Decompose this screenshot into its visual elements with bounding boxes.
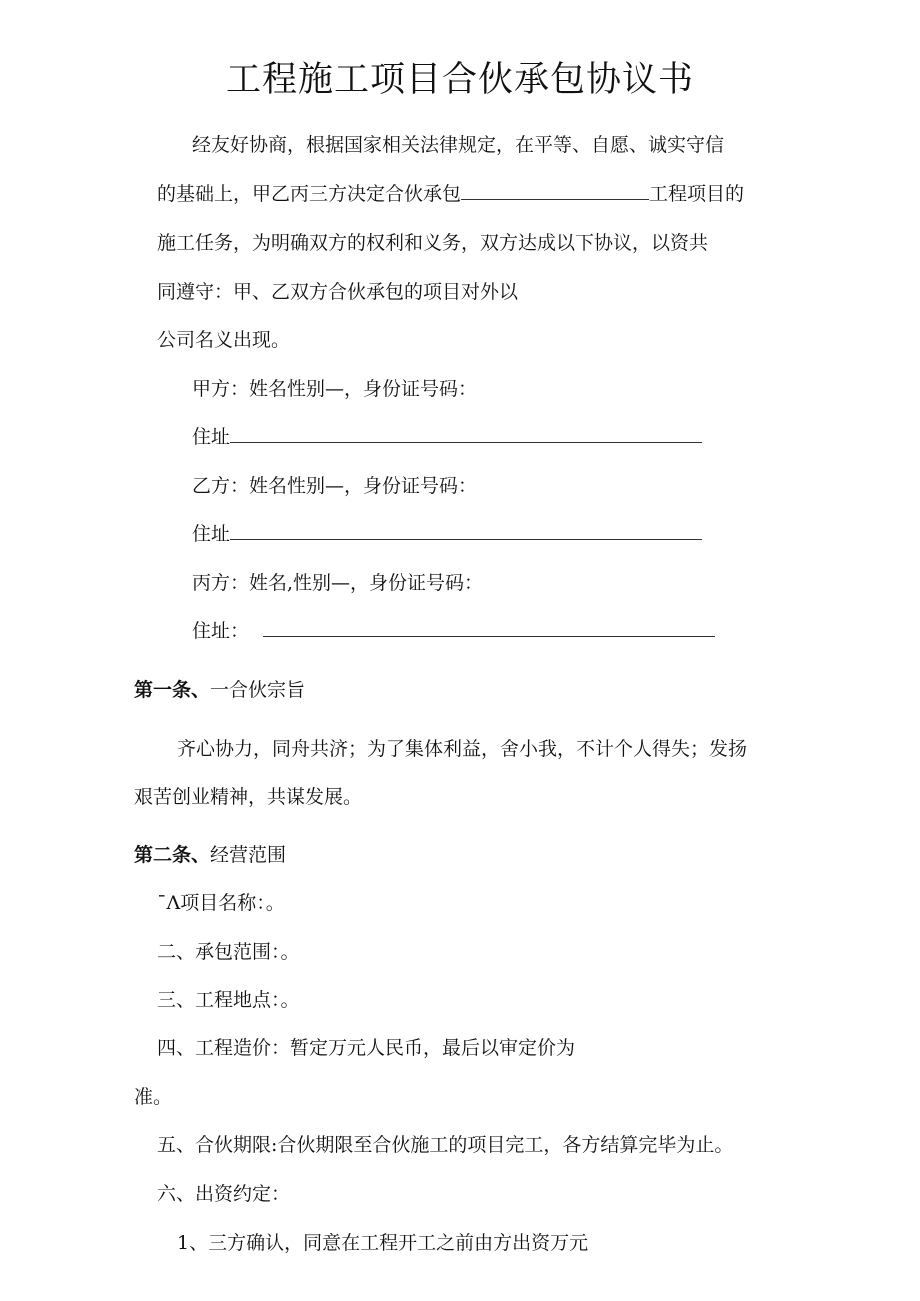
article-2-item-4: 四、工程造价：暂定万元人民币，最后以审定价为 bbox=[157, 1037, 576, 1059]
party-c-address bbox=[192, 617, 715, 645]
article-2-item-3: 三、工程地点：。 bbox=[157, 989, 300, 1011]
article-2-item-6: 六、出资约定： bbox=[157, 1183, 291, 1205]
intro-line-4: 同遵守：甲、乙双方合伙承包的项目对外以 bbox=[157, 281, 519, 303]
intro-line-2-start: 的基础上，甲乙丙三方决定合伙承包 bbox=[157, 183, 462, 205]
party-b-info: 乙方：姓名性别—，身份证号码： bbox=[192, 475, 478, 497]
article-2-number: 第二条、 bbox=[134, 844, 211, 866]
article-2-item-2: 二、承包范围：。 bbox=[157, 941, 300, 963]
article-2-title: 经营范围 bbox=[210, 844, 287, 866]
article-2-item-1: ¯Λ项目名称：。 bbox=[157, 892, 285, 914]
intro-line-5: 公司名义出现。 bbox=[157, 329, 291, 351]
party-a-address-label: 住址 bbox=[192, 426, 231, 448]
article-2-item-4-cont: 准。 bbox=[134, 1086, 173, 1108]
article-2-item-6-sub-1: 1、三方确认，同意在工程开工之前由方出资万元 bbox=[177, 1232, 589, 1254]
article-1-title: 一合伙宗旨 bbox=[210, 679, 306, 701]
party-c-info: 丙方：姓名,性别—，身份证号码： bbox=[192, 572, 484, 594]
article-1-para-line-1: 齐心协力，同舟共济；为了集体利益，舍小我，不计个人得失；发扬 bbox=[177, 738, 748, 760]
party-a-address-blank bbox=[230, 424, 702, 443]
project-name-blank bbox=[461, 181, 649, 200]
article-1-heading bbox=[134, 676, 305, 704]
intro-line-1: 经友好协商，根据国家相关法律规定，在平等、自愿、诚实守信 bbox=[192, 134, 725, 156]
article-2-heading bbox=[134, 841, 286, 869]
party-c-address-label: 住址： bbox=[192, 620, 250, 642]
party-b-address-blank bbox=[230, 521, 702, 540]
article-2-item-5: 五、合伙期限:合伙期限至合伙施工的项目完工，各方结算完毕为止。 bbox=[157, 1134, 734, 1156]
article-1-number: 第一条、 bbox=[134, 679, 211, 701]
intro-line-2-end: 工程项目的 bbox=[649, 183, 745, 205]
party-a-address bbox=[192, 423, 702, 451]
party-b-address bbox=[192, 520, 702, 548]
party-c-address-blank bbox=[263, 618, 715, 637]
article-1-para-line-2: 艰苦创业精神，共谋发展。 bbox=[134, 786, 363, 808]
intro-line-2 bbox=[157, 180, 744, 208]
party-a-info: 甲方：姓名性别—，身份证号码： bbox=[192, 378, 478, 400]
intro-line-3: 施工任务，为明确双方的权利和义务，双方达成以下协议，以资共 bbox=[157, 232, 709, 254]
party-b-address-label: 住址 bbox=[192, 523, 231, 545]
document-title: 工程施工项目合伙承包协议书 bbox=[225, 60, 694, 100]
